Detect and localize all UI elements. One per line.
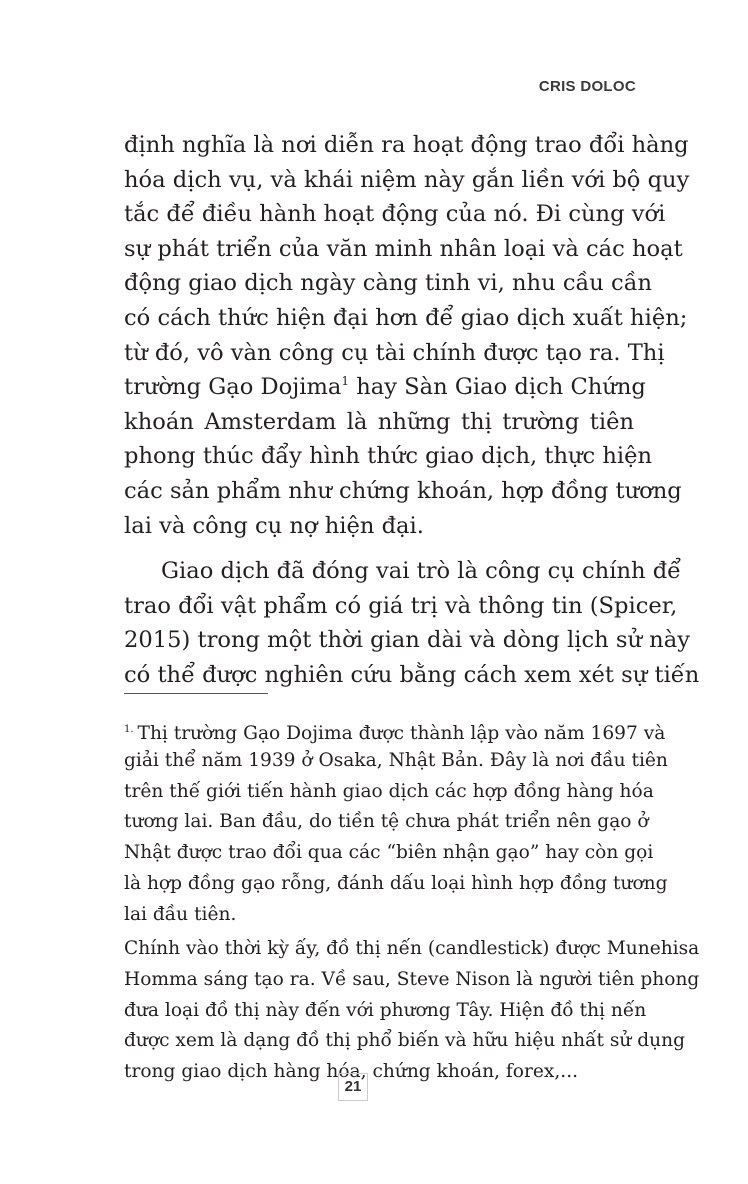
text-line: định nghĩa là nơi diễn ra hoạt động trao đổi hàng bbox=[124, 132, 689, 158]
running-header-author: CRIS DOLOC bbox=[538, 78, 636, 95]
text-line: lai và công cụ nợ hiện đại. bbox=[124, 512, 424, 539]
footnote-line: Nhật được trao đổi qua các “biên nhận gạo” hay còn gọi bbox=[124, 842, 654, 864]
text-line bbox=[124, 370, 646, 405]
footnote-line: Chính vào thời kỳ ấy, đồ thị nến (candlestick) được Munehisa bbox=[124, 938, 700, 959]
footnote-1 bbox=[124, 715, 668, 931]
text-line: có thể được nghiên cứu bằng cách xem xét sự tiến bbox=[124, 661, 700, 688]
page-number: 21 bbox=[338, 1073, 368, 1101]
text-line: có cách thức hiện đại hơn để giao dịch xuất hiện; bbox=[124, 304, 688, 331]
text-line: động giao dịch ngày càng tinh vi, nhu cầu cần bbox=[124, 270, 653, 297]
paragraph-2 bbox=[124, 554, 700, 692]
text-span: Thị trường Gạo Dojima được thành lập vào năm 1697 và bbox=[137, 723, 666, 744]
footnote-marker: 1. bbox=[124, 724, 134, 735]
footnote-line: đưa loại đồ thị này đến với phương Tây. Hiện đồ thị nến bbox=[124, 999, 647, 1021]
text-line: từ đó, vô vàn công cụ tài chính được tạo ra. Thị bbox=[124, 339, 665, 366]
footnote-reference[interactable]: 1 bbox=[341, 374, 350, 389]
text-line: các sản phẩm như chứng khoán, hợp đồng tương bbox=[124, 477, 682, 504]
text-line: khoán Amsterdam là những thị trường tiên bbox=[124, 408, 634, 435]
footnote-line: trên thế giới tiến hành giao dịch các hợp đồng hàng hóa bbox=[124, 780, 654, 802]
text-line: Giao dịch đã đóng vai trò là công cụ chính để bbox=[161, 558, 682, 584]
footnote-line: được xem là dạng đồ thị phổ biến và hữu hiệu nhất sử dụng bbox=[124, 1030, 686, 1052]
footnote-line: là hợp đồng gạo rỗng, đánh dấu loại hình hợp đồng tương bbox=[124, 872, 668, 894]
text-line: 2015) trong một thời gian dài và dòng lịch sử này bbox=[124, 627, 690, 654]
footnote-divider bbox=[124, 693, 268, 694]
text-line: tắc để điều hành hoạt động của nó. Đi cùng với bbox=[124, 201, 666, 228]
text-line: sự phát triển của văn minh nhân loại và các hoạt bbox=[124, 235, 683, 262]
footnote-line: lai đầu tiên. bbox=[124, 903, 237, 925]
footnote-line: giải thể năm 1939 ở Osaka, Nhật Bản. Đây là nơi đầu tiên bbox=[124, 749, 668, 771]
footnote-line: Homma sáng tạo ra. Về sau, Steve Nison là người tiên phong bbox=[124, 968, 700, 990]
footnote-1-continued bbox=[124, 934, 700, 1088]
footnote-line: trong giao dịch hàng hóa, chứng khoán, forex,... bbox=[124, 1061, 579, 1083]
text-line: trao đổi vật phẩm có giá trị và thông tin (Spicer, bbox=[124, 592, 678, 619]
text-span: hay Sàn Giao dịch Chứng bbox=[356, 374, 646, 401]
footnote-line bbox=[124, 715, 666, 746]
text-span: trường Gạo Dojima bbox=[124, 374, 342, 401]
text-line: phong thúc đẩy hình thức giao dịch, thực hiện bbox=[124, 443, 653, 470]
text-line: hóa dịch vụ, và khái niệm này gắn liền với bộ quy bbox=[124, 166, 690, 193]
paragraph-1 bbox=[124, 128, 690, 543]
footnote-line: tương lai. Ban đầu, do tiền tệ chưa phát triển nên gạo ở bbox=[124, 811, 649, 833]
